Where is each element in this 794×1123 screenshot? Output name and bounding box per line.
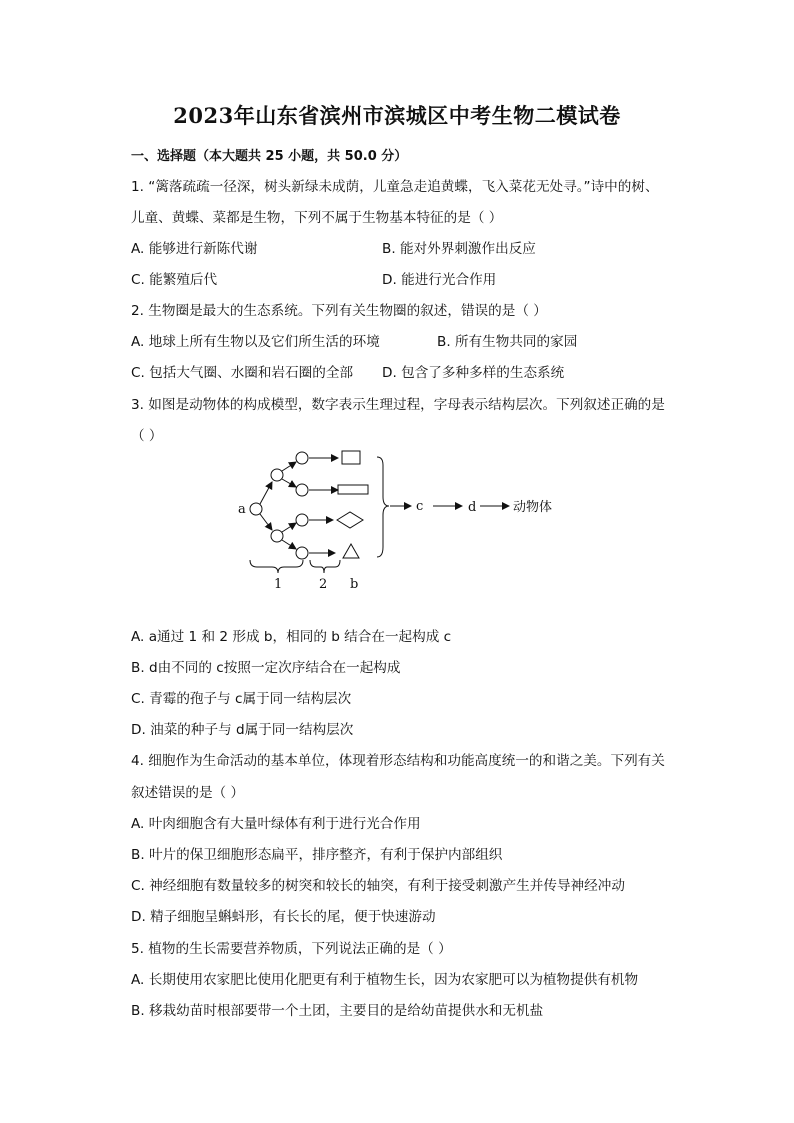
- exam-title: 2023年山东省滨州市滨城区中考生物二模试卷: [173, 103, 621, 128]
- q3-option-d: D. 油菜的种子与 d属于同一结构层次: [131, 722, 354, 738]
- q3-option-a: A. a通过 1 和 2 形成 b，相同的 b 结合在一起构成 c: [131, 629, 452, 645]
- q2-option-c: C. 包括大气圈、水圈和岩石圈的全部: [131, 365, 354, 381]
- q4-option-b: B. 叶片的保卫细胞形态扁平，排序整齐，有利于保护内部组织: [131, 847, 503, 863]
- q4-option-a: A. 叶肉细胞含有大量叶绿体有利于进行光合作用: [131, 816, 421, 832]
- section-heading: 一、选择题（本大题共 25 小题，共 50.0 分）: [131, 149, 408, 164]
- label-b: b: [350, 577, 359, 592]
- q4-option-c: C. 神经细胞有数量较多的树突和较长的轴突，有利于接受刺激产生并传导神经冲动: [131, 878, 625, 894]
- label-d: d: [468, 500, 477, 515]
- q3-option-c: C. 青霉的孢子与 c属于同一结构层次: [131, 691, 352, 707]
- label-a: a: [238, 502, 246, 517]
- q2-option-b: B. 所有生物共同的家园: [437, 334, 578, 350]
- q5-option-b: B. 移栽幼苗时根部要带一个土团，主要目的是给幼苗提供水和无机盐: [131, 1003, 544, 1019]
- q3-stem-line2: （ ）: [131, 428, 163, 444]
- q1-option-b: B. 能对外界刺激作出反应: [382, 241, 536, 257]
- q4-option-d: D. 精子细胞呈蝌蚪形，有长长的尾，便于快速游动: [131, 909, 436, 925]
- cell-a-circle: [250, 503, 262, 515]
- tissue-triangle: [343, 544, 359, 558]
- q3-option-b: B. d由不同的 c按照一定次序结合在一起构成: [131, 660, 401, 676]
- q2-stem: 2. 生物圈是最大的生态系统。下列有关生物圈的叙述，错误的是（ ）: [131, 303, 547, 319]
- tissue-diamond: [337, 512, 363, 528]
- q5-option-a: A. 长期使用农家肥比使用化肥更有利于植物生长，因为农家肥可以为植物提供有机物: [131, 972, 639, 988]
- q3-stem-line1: 3. 如图是动物体的构成模型，数字表示生理过程，字母表示结构层次。下列叙述正确的是: [131, 397, 665, 413]
- label-1: 1: [274, 577, 283, 592]
- q2-option-a: A. 地球上所有生物以及它们所生活的环境: [131, 334, 380, 350]
- q2-option-d: D. 包含了多种多样的生态系统: [382, 365, 565, 381]
- q4-stem-line2: 叙述错误的是（ ）: [131, 785, 245, 801]
- q1-stem-line2: 儿童、黄蝶、菜都是生物，下列不属于生物基本特征的是（ ）: [131, 210, 503, 226]
- label-c: c: [416, 499, 424, 514]
- tissue-rectangle: [338, 485, 368, 494]
- q1-option-a: A. 能够进行新陈代谢: [131, 241, 258, 257]
- q1-option-d: D. 能进行光合作用: [382, 272, 497, 288]
- q4-stem-line1: 4. 细胞作为生命活动的基本单位，体现着形态结构和功能高度统一的和谐之美。下列有关: [131, 753, 665, 769]
- tissue-square: [342, 451, 360, 464]
- animal-structure-diagram: [225, 447, 575, 597]
- q1-option-c: C. 能繁殖后代: [131, 272, 218, 288]
- q5-stem: 5. 植物的生长需要营养物质，下列说法正确的是（ ）: [131, 941, 452, 957]
- label-animal: 动物体: [513, 500, 553, 515]
- label-2: 2: [319, 577, 328, 592]
- q1-stem-line1: 1. “篱落疏疏一径深，树头新绿未成荫，儿童急走追黄蝶，飞入菜花无处寻。”诗中的树、: [131, 179, 659, 195]
